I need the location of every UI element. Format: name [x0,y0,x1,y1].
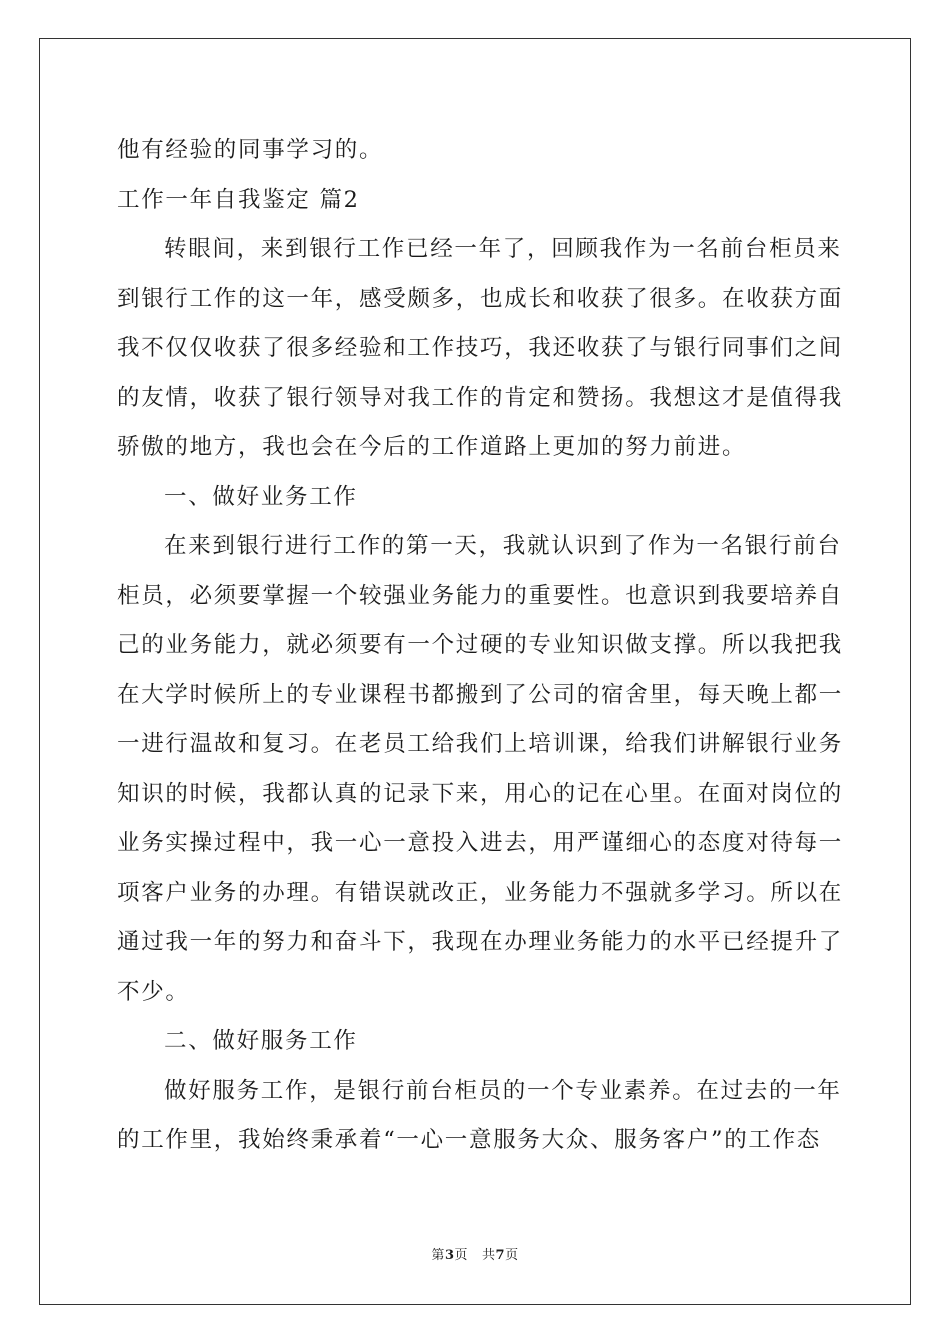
total-page-count: 7 [495,1248,506,1263]
text-line: 到银行工作的这一年，感受颇多，也成长和收获了很多。在收获方面 [117,285,844,312]
page-number-prefix: 第 [431,1248,445,1263]
text-line: 的友情，收获了银行领导对我工作的肯定和赞扬。我想这才是值得我 [117,384,844,411]
text-line: 的工作里，我始终秉承着“一心一意服务大众、服务客户”的工作态 [117,1127,822,1153]
text-line: 不少。 [117,978,190,1005]
total-pages-suffix: 页 [505,1248,519,1263]
text-line: 通过我一年的努力和奋斗下，我现在办理业务能力的水平已经提升了 [117,929,844,955]
text-line: 他有经验的同事学习的。 [117,137,384,163]
text-line: 一进行温故和复习。在老员工给我们上培训课，给我们讲解银行业务 [117,731,844,757]
current-page-number: 3 [444,1248,455,1263]
text-line: 在来到银行进行工作的第一天，我就认识到了作为一名银行前台 [164,533,842,559]
page-number-suffix: 页 [454,1248,468,1263]
text-line: 业务实操过程中，我一心一意投入进去，用严谨细心的态度对待每一 [117,830,844,856]
text-line: 己的业务能力，就必须要有一个过硬的专业知识做支撑。所以我把我 [117,632,844,658]
page-footer [0,1246,950,1266]
text-line: 柜员，必须要掌握一个较强业务能力的重要性。也意识到我要培养自 [117,582,844,609]
text-line: 我不仅仅收获了很多经验和工作技巧，我还收获了与银行同事们之间 [117,335,844,361]
document-body [117,126,844,1166]
text-line: 骄傲的地方，我也会在今后的工作道路上更加的努力前进。 [117,434,747,460]
text-line: 知识的时候，我都认真的记录下来，用心的记在心里。在面对岗位的 [117,780,844,807]
text-line: 项客户业务的办理。有错误就改正，业务能力不强就多学习。所以在 [117,879,844,906]
text-line: 转眼间，来到银行工作已经一年了，回顾我作为一名前台柜员来 [164,236,842,262]
text-line: 一、做好业务工作 [164,483,358,510]
text-line: 工作一年自我鉴定 篇2 [117,186,360,213]
total-pages-prefix: 共 [482,1248,496,1263]
text-line: 二、做好服务工作 [164,1028,358,1054]
text-line: 做好服务工作，是银行前台柜员的一个专业素养。在过去的一年 [164,1077,842,1104]
text-line: 在大学时候所上的专业课程书都搬到了公司的宿舍里，每天晚上都一 [117,681,844,708]
